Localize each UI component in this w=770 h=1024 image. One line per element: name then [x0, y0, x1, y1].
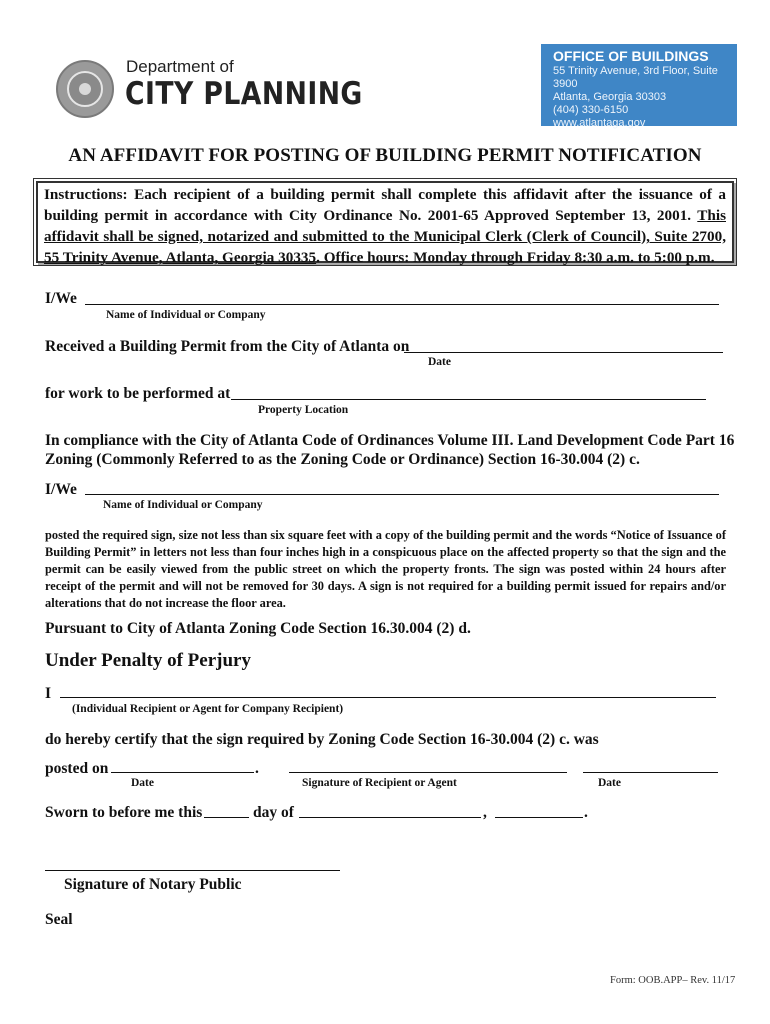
perjury-heading: Under Penalty of Perjury: [45, 650, 251, 671]
notary-signature-field[interactable]: [45, 870, 340, 871]
posted-on-label: posted on: [45, 760, 109, 777]
notary-signature-label: Signature of Notary Public: [64, 876, 242, 893]
iwe-name-field-2[interactable]: [85, 494, 719, 495]
sworn-year-field[interactable]: [495, 817, 583, 818]
city-seal-icon: [56, 60, 114, 118]
received-label: Received a Building Permit from the City of Atlanta on: [45, 338, 410, 355]
office-website: www.atlantaga.gov: [553, 117, 646, 129]
work-location-label: for work to be performed at: [45, 385, 231, 402]
iwe-caption-1: Name of Individual or Company: [106, 309, 266, 321]
received-date-field[interactable]: [404, 352, 723, 353]
department-name: CITY PLANNING: [125, 76, 363, 112]
office-address-1: 55 Trinity Avenue, 3rd Floor, Suite 3900: [553, 65, 718, 90]
signature-date-caption: Date: [598, 777, 621, 789]
instructions-box: [33, 178, 737, 266]
recipient-name-field[interactable]: [60, 697, 716, 698]
posted-on-period: .: [255, 760, 259, 777]
recipient-caption: (Individual Recipient or Agent for Company Recipient): [72, 703, 344, 715]
recipient-signature-field[interactable]: [289, 772, 567, 773]
signature-date-field[interactable]: [583, 772, 718, 773]
i-label: I: [45, 685, 52, 702]
instructions-text: [36, 181, 734, 266]
instructions-underlined: This affidavit shall be signed, notarized and submitted to the Municipal Clerk (Clerk of Council), Suite 2700, 55 Trinity Avenue, Atlanta, Georgia 30335: [44, 207, 726, 266]
document-title: AN AFFIDAVIT FOR POSTING OF BUILDING PERMIT NOTIFICATION: [68, 145, 702, 166]
office-info-box: [541, 44, 737, 129]
sworn-label: Sworn to before me this: [45, 804, 203, 821]
form-revision: Form: OOB.APP– Rev. 11/17: [610, 975, 736, 986]
iwe-label-1: I/We: [45, 290, 77, 307]
sworn-comma: ,: [483, 804, 487, 821]
iwe-caption-2: Name of Individual or Company: [103, 499, 263, 511]
property-location-field[interactable]: [231, 399, 706, 400]
compliance-paragraph: In compliance with the City of Atlanta Code of Ordinances Volume III. Land Development Code Part 16 Zoning (Commonly Referred to as the Zoning Code or Ordinance) Section 16-30.004 (2) c.: [45, 432, 735, 468]
sworn-month-field[interactable]: [299, 817, 481, 818]
day-of-label: day of: [253, 804, 294, 821]
posted-on-date-caption: Date: [131, 777, 154, 789]
signature-caption: Signature of Recipient or Agent: [302, 777, 457, 789]
posting-requirements-paragraph: posted the required sign, size not less than six square feet with a copy of the building permit and the words “Notice of Issuance of Building Permit” in letters not less than four inches high in a conspicuous place on the affected property so that the sign and the permit can be easily viewed from the public street on which the property fronts. The sign was posted within 24 hours after receipt of the permit and will not be removed for 30 days. A sign is not required for a building permit issued for repairs and/or alterations that do not increase the floor area.: [45, 528, 726, 610]
office-address-2: Atlanta, Georgia 30303: [553, 91, 667, 103]
instructions-part-1: Instructions: Each recipient of a building permit shall complete this affidavit after the issuance of a building permit in accordance with City Ordinance No. 2001-65 Approved September 13, 2001.: [44, 186, 726, 224]
office-title: OFFICE OF BUILDINGS: [553, 48, 709, 64]
certify-line: do hereby certify that the sign required by Zoning Code Section 16-30.004 (2) c. was: [45, 731, 599, 748]
property-location-caption: Property Location: [258, 404, 349, 416]
department-label: Department of: [126, 57, 234, 76]
instructions-part-2: . Office hours: Monday through Friday 8:30 a.m. to 5:00 p.m.: [316, 249, 715, 266]
seal-label: Seal: [45, 911, 73, 928]
iwe-name-field-1[interactable]: [85, 304, 719, 305]
sworn-period: .: [584, 804, 588, 821]
sworn-day-field[interactable]: [204, 817, 249, 818]
office-phone: (404) 330-6150: [553, 104, 629, 116]
received-date-caption: Date: [428, 356, 451, 368]
pursuant-line: Pursuant to City of Atlanta Zoning Code Section 16.30.004 (2) d.: [45, 620, 471, 637]
iwe-label-2: I/We: [45, 481, 77, 498]
posted-on-date-field[interactable]: [111, 772, 254, 773]
